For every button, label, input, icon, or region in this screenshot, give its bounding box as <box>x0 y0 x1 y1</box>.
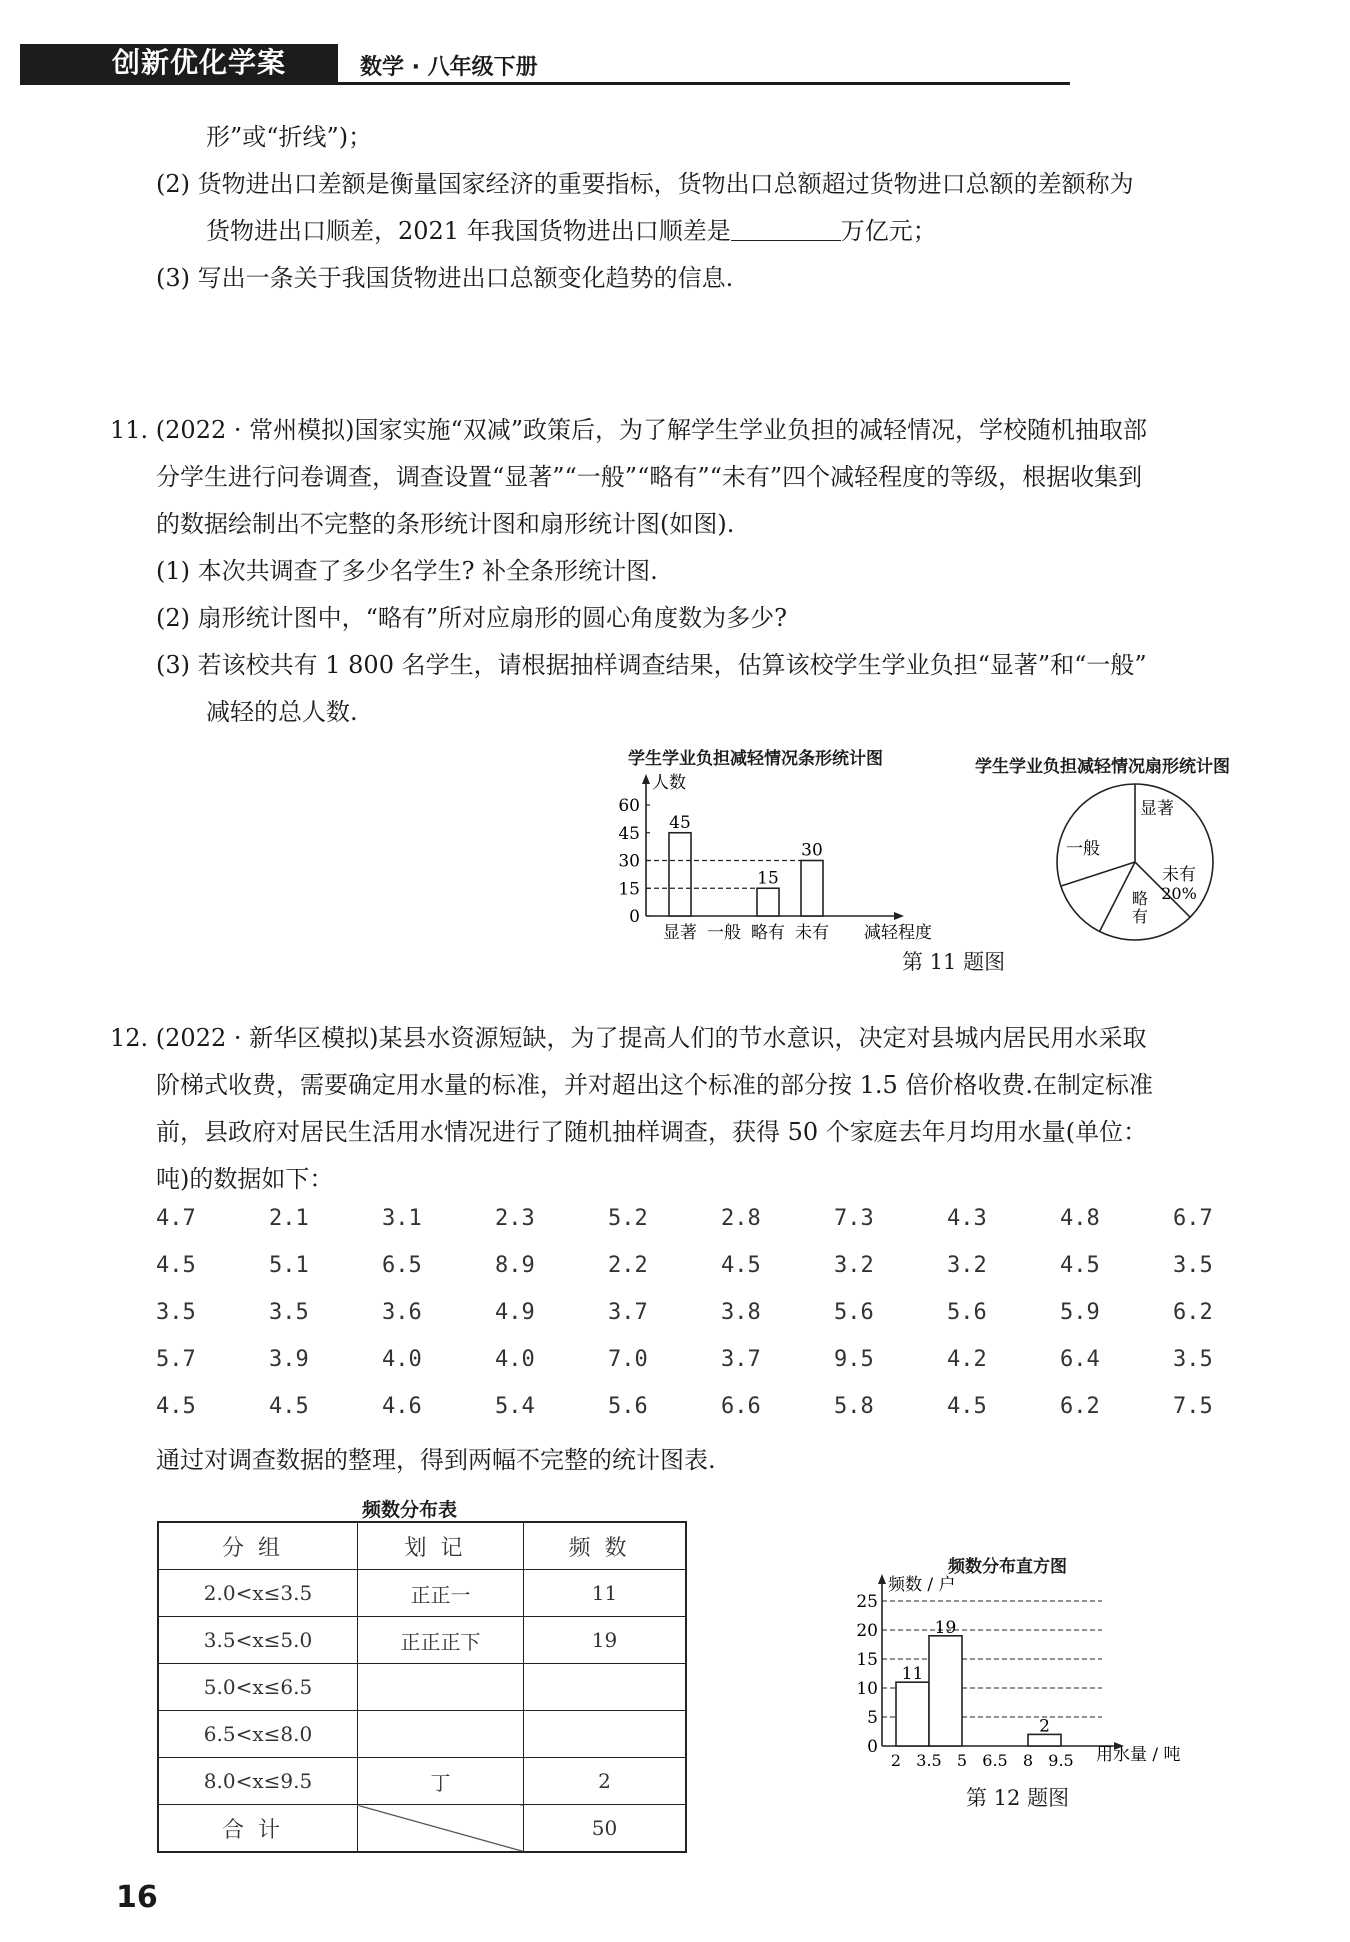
y-tick-label: 25 <box>856 1592 878 1612</box>
bar-value-label: 45 <box>669 812 691 833</box>
q10-part2-text-b: 万亿元； <box>840 217 937 245</box>
data-value: 4.0 <box>382 1347 422 1372</box>
data-value: 8.9 <box>495 1253 535 1278</box>
data-value: 7.0 <box>608 1347 648 1372</box>
cell-tally: 正正正下 <box>358 1617 524 1664</box>
data-value: 6.5 <box>382 1253 422 1278</box>
q12-after-text: 通过对调查数据的整理，得到两幅不完整的统计图表. <box>156 1446 716 1474</box>
q12-figure-caption: 第 12 题图 <box>966 1786 1070 1810</box>
data-value: 3.1 <box>382 1206 422 1231</box>
cell-frequency: 2 <box>524 1758 687 1805</box>
data-value: 2.1 <box>269 1206 309 1231</box>
q12-line-2: 阶梯式收费，需要确定用水量的标准，并对超出这个标准的部分按 1.5 倍价格收费.在制定标准 <box>156 1071 1154 1099</box>
data-value: 6.7 <box>1173 1206 1213 1231</box>
q10-part2-line2 <box>206 215 937 247</box>
subject-title: 数学 · 八年级下册 <box>360 55 538 80</box>
cell-tally <box>358 1664 524 1711</box>
y-axis-label: 频数 / 户 <box>888 1575 956 1595</box>
q10-part2-text-a: 货物进出口顺差，2021 年我国货物进出口顺差是 <box>206 217 731 245</box>
data-value: 4.6 <box>382 1394 422 1419</box>
q10-line0: 形”或“折线”)； <box>206 123 373 151</box>
data-value: 3.8 <box>721 1300 761 1325</box>
cell-total-value: 50 <box>524 1805 687 1853</box>
bar-value-label: 15 <box>757 868 779 889</box>
q10-part3: (3) 写出一条关于我国货物进出口总额变化趋势的信息. <box>156 264 734 292</box>
bar <box>669 833 691 916</box>
data-value: 5.6 <box>834 1300 874 1325</box>
x-axis-label: 减轻程度 <box>864 923 932 943</box>
data-value: 9.5 <box>834 1347 874 1372</box>
brand-banner <box>20 44 338 82</box>
x-tick-label: 8 <box>1022 1751 1034 1770</box>
cell-tally: 丁 <box>358 1758 524 1805</box>
table-row <box>158 1664 686 1711</box>
data-value: 3.5 <box>269 1300 309 1325</box>
table-total-row <box>158 1805 686 1853</box>
pie-slice-label: 一般 <box>1066 839 1100 859</box>
data-value: 5.8 <box>834 1394 874 1419</box>
x-tick-label: 2 <box>890 1751 902 1770</box>
y-axis-label: 人数 <box>652 773 686 793</box>
x-tick-label: 未有 <box>795 923 829 943</box>
table-row <box>158 1570 686 1617</box>
q12-line-1: 12. (2022 · 新华区模拟)某县水资源短缺，为了提高人们的节水意识，决定对县城内居民用水采取 <box>110 1024 1147 1052</box>
q11-line-2: 分学生进行问卷调查，调查设置“显著”“一般”“略有”“未有”四个减轻程度的等级，根据收集到 <box>156 463 1143 491</box>
pie-chart-q11 <box>1040 772 1230 952</box>
x-tick-label: 5 <box>956 1751 968 1770</box>
data-value: 3.5 <box>1173 1253 1213 1278</box>
cell-tally <box>358 1711 524 1758</box>
data-value: 4.5 <box>947 1394 987 1419</box>
bar <box>801 861 823 917</box>
table-header-row <box>158 1522 686 1570</box>
table-row <box>158 1711 686 1758</box>
brand-title: 创新优化学案 <box>112 46 287 79</box>
data-value: 6.2 <box>1173 1300 1213 1325</box>
data-value: 3.6 <box>382 1300 422 1325</box>
data-value: 3.5 <box>156 1300 196 1325</box>
data-value: 6.6 <box>721 1394 761 1419</box>
histogram-bar-value: 2 <box>1039 1716 1050 1737</box>
y-axis-arrow <box>642 774 650 784</box>
x-tick-label: 3.5 <box>916 1751 942 1770</box>
cell-frequency <box>524 1664 687 1711</box>
y-tick-label: 0 <box>629 907 640 927</box>
header-tally: 划记 <box>358 1522 524 1570</box>
header-group: 分组 <box>158 1522 358 1570</box>
header-rule <box>20 82 1070 85</box>
page-number: 16 <box>116 1880 158 1915</box>
data-value: 5.7 <box>156 1347 196 1372</box>
y-tick-label: 15 <box>618 879 640 900</box>
q11-part3: (3) 若该校共有 1 800 名学生，请根据抽样调查结果，估算该校学生学业负担“显著”和“一般” <box>156 651 1147 679</box>
data-value: 5.6 <box>608 1394 648 1419</box>
data-value: 2.2 <box>608 1253 648 1278</box>
q11-line-3: 的数据绘制出不完整的条形统计图和扇形统计图(如图). <box>156 510 735 538</box>
x-axis-label: 用水量 / 吨 <box>1096 1745 1181 1765</box>
data-value: 5.9 <box>1060 1300 1100 1325</box>
data-value: 3.2 <box>834 1253 874 1278</box>
q11-part3-cont: 减轻的总人数. <box>206 698 358 726</box>
pie-slice-label: 略 <box>1131 889 1149 908</box>
y-tick-label: 20 <box>856 1621 878 1641</box>
data-value: 4.5 <box>156 1394 196 1419</box>
data-value: 5.6 <box>947 1300 987 1325</box>
x-tick-label: 9.5 <box>1048 1751 1074 1770</box>
data-value: 4.9 <box>495 1300 535 1325</box>
cell-group: 6.5<x≤8.0 <box>158 1711 358 1758</box>
y-tick-label: 30 <box>618 851 640 872</box>
data-value: 4.7 <box>156 1206 196 1231</box>
table-row <box>158 1617 686 1664</box>
data-value: 4.5 <box>269 1394 309 1419</box>
data-value: 4.0 <box>495 1347 535 1372</box>
table-row <box>158 1758 686 1805</box>
data-value: 5.2 <box>608 1206 648 1231</box>
cell-group: 8.0<x≤9.5 <box>158 1758 358 1805</box>
cell-group: 3.5<x≤5.0 <box>158 1617 358 1664</box>
data-value: 4.5 <box>1060 1253 1100 1278</box>
x-axis-arrow <box>894 912 904 920</box>
histogram-bar <box>929 1636 962 1746</box>
pie-chart-title: 学生学业负担减轻情况扇形统计图 <box>975 757 1230 777</box>
y-axis-arrow <box>878 1574 886 1584</box>
data-value: 3.2 <box>947 1253 987 1278</box>
data-value: 4.5 <box>156 1253 196 1278</box>
histogram-bar-value: 11 <box>901 1664 924 1685</box>
histogram-title: 频数分布直方图 <box>948 1557 1067 1577</box>
cell-diagonal <box>358 1805 524 1853</box>
cell-group: 2.0<x≤3.5 <box>158 1570 358 1617</box>
q12-line-3: 前，县政府对居民生活用水情况进行了随机抽样调查，获得 50 个家庭去年月均用水量(单位： <box>156 1118 1148 1146</box>
pie-slice-label-cont: 有 <box>1131 907 1149 926</box>
cell-group: 5.0<x≤6.5 <box>158 1664 358 1711</box>
data-value: 7.5 <box>1173 1394 1213 1419</box>
pie-slice-label: 未有 <box>1162 865 1196 885</box>
data-value: 6.4 <box>1060 1347 1100 1372</box>
y-tick-label: 10 <box>856 1679 878 1699</box>
data-value: 4.8 <box>1060 1206 1100 1231</box>
pie-slice-label: 显著 <box>1140 799 1174 819</box>
q12-line-4: 吨)的数据如下： <box>156 1165 334 1193</box>
q10-part2-line1: (2) 货物进出口差额是衡量国家经济的重要指标，货物出口总额超过货物进口总额的差额称为 <box>156 170 1134 198</box>
data-value: 2.8 <box>721 1206 761 1231</box>
histogram-bar <box>896 1682 929 1746</box>
data-row <box>156 1394 1256 1441</box>
frequency-table <box>157 1521 687 1853</box>
y-tick-label: 5 <box>867 1708 878 1728</box>
cell-tally: 正正一 <box>358 1570 524 1617</box>
y-tick-label: 45 <box>618 823 640 844</box>
q11-part1: (1) 本次共调查了多少名学生? 补全条形统计图. <box>156 557 658 585</box>
y-tick-label: 60 <box>618 796 640 816</box>
data-row <box>156 1253 1256 1300</box>
data-value: 3.7 <box>721 1347 761 1372</box>
x-tick-label: 显著 <box>663 923 697 943</box>
raw-data-grid <box>156 1206 1256 1441</box>
cell-frequency <box>524 1711 687 1758</box>
data-row <box>156 1206 1256 1253</box>
x-tick-label: 6.5 <box>982 1751 1008 1770</box>
data-value: 7.3 <box>834 1206 874 1231</box>
data-row <box>156 1347 1256 1394</box>
answer-blank <box>731 218 841 241</box>
data-value: 3.7 <box>608 1300 648 1325</box>
data-row <box>156 1300 1256 1347</box>
data-value: 4.5 <box>721 1253 761 1278</box>
header-frequency: 频数 <box>524 1522 687 1570</box>
data-value: 2.3 <box>495 1206 535 1231</box>
pie-slice-value: 20% <box>1161 884 1197 903</box>
cell-total-label: 合计 <box>158 1805 358 1853</box>
cell-frequency: 19 <box>524 1617 687 1664</box>
data-value: 4.2 <box>947 1347 987 1372</box>
histogram-q12 <box>830 1570 1190 1770</box>
data-value: 3.5 <box>1173 1347 1213 1372</box>
x-tick-label: 略有 <box>751 923 785 943</box>
freq-table-title: 频数分布表 <box>362 1499 458 1521</box>
y-tick-label: 0 <box>867 1737 878 1757</box>
data-value: 4.3 <box>947 1206 987 1231</box>
q11-figure-caption: 第 11 题图 <box>902 950 1006 974</box>
q11-line-1: 11. (2022 · 常州模拟)国家实施“双减”政策后，为了解学生学业负担的减轻情况，学校随机抽取部 <box>110 416 1148 444</box>
bar-value-label: 30 <box>801 840 823 861</box>
bar-chart-title: 学生学业负担减轻情况条形统计图 <box>628 749 883 769</box>
cell-frequency: 11 <box>524 1570 687 1617</box>
y-tick-label: 15 <box>856 1650 878 1670</box>
bar <box>757 888 779 916</box>
x-tick-label: 一般 <box>707 923 741 943</box>
q11-part2: (2) 扇形统计图中，“略有”所对应扇形的圆心角度数为多少? <box>156 604 788 632</box>
histogram-bar-value: 19 <box>934 1617 957 1638</box>
data-value: 5.4 <box>495 1394 535 1419</box>
data-value: 6.2 <box>1060 1394 1100 1419</box>
data-value: 5.1 <box>269 1253 309 1278</box>
bar-chart-q11 <box>600 768 960 948</box>
data-value: 3.9 <box>269 1347 309 1372</box>
